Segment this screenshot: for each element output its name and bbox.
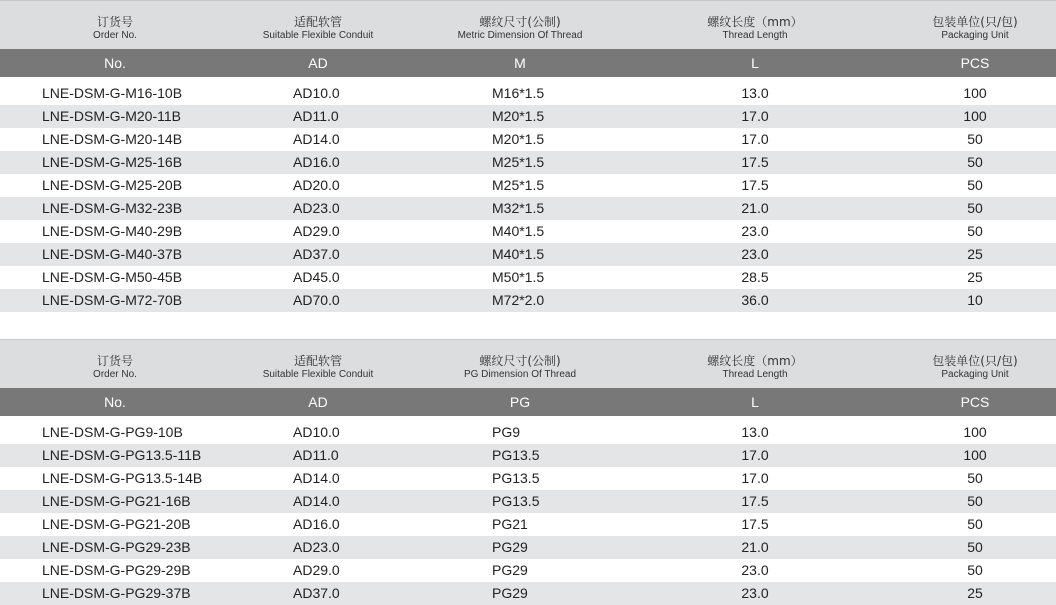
- column-code-order-no: No.: [104, 394, 126, 410]
- header-label-cn: 订货号: [96, 354, 133, 368]
- cell-thread-dimension: PG9: [492, 424, 521, 440]
- header-label-en: Order No.: [93, 30, 137, 41]
- table-row: [0, 559, 1056, 582]
- column-code-thread-length: L: [751, 55, 759, 71]
- table-row: [0, 490, 1056, 513]
- header-packaging-unit: [865, 1, 1056, 49]
- cell-packaging-unit: 50: [967, 223, 983, 239]
- header-thread-length: [645, 340, 865, 388]
- cell-packaging-unit: 100: [963, 447, 987, 463]
- cell-thread-length: 23.0: [741, 562, 769, 578]
- cell-order-no: LNE-DSM-G-M25-16B: [42, 154, 183, 170]
- table-row: [0, 151, 1056, 174]
- header-label-cn: 螺纹尺寸(公制): [479, 15, 561, 29]
- cell-order-no: LNE-DSM-G-PG21-16B: [42, 493, 191, 509]
- cell-thread-dimension: M40*1.5: [492, 246, 545, 262]
- cell-packaging-unit: 50: [967, 562, 983, 578]
- table-row: [0, 467, 1056, 490]
- cell-thread-length: 23.0: [741, 246, 769, 262]
- table-header: [0, 339, 1056, 388]
- cell-thread-length: 17.0: [741, 470, 769, 486]
- column-code-bar: [0, 49, 1056, 77]
- cell-thread-dimension: PG29: [492, 562, 528, 578]
- cell-packaging-unit: 100: [963, 85, 987, 101]
- column-code-bar: [0, 388, 1056, 416]
- cell-thread-dimension: M25*1.5: [492, 177, 545, 193]
- cell-thread-length: 17.5: [741, 493, 769, 509]
- cell-thread-length: 21.0: [741, 200, 769, 216]
- header-label-en: Packaging Unit: [941, 369, 1009, 380]
- cell-packaging-unit: 50: [967, 200, 983, 216]
- table-row: [0, 128, 1056, 151]
- cell-thread-dimension: PG29: [492, 539, 528, 555]
- cell-thread-dimension: M20*1.5: [492, 108, 545, 124]
- cell-order-no: LNE-DSM-G-M40-37B: [42, 246, 183, 262]
- cell-order-no: LNE-DSM-G-M50-45B: [42, 269, 183, 285]
- header-label-cn: 螺纹尺寸(公制): [479, 354, 561, 368]
- cell-thread-length: 17.0: [741, 131, 769, 147]
- cell-conduit: AD23.0: [293, 200, 340, 216]
- header-label-en: Thread Length: [722, 30, 788, 41]
- cell-thread-length: 23.0: [741, 585, 769, 601]
- cell-conduit: AD11.0: [293, 108, 339, 124]
- cell-packaging-unit: 50: [967, 154, 983, 170]
- table-row: [0, 536, 1056, 559]
- cell-thread-dimension: M40*1.5: [492, 223, 545, 239]
- cell-packaging-unit: 100: [963, 108, 987, 124]
- cell-thread-length: 17.5: [741, 177, 769, 193]
- header-label-en: Packaging Unit: [941, 30, 1009, 41]
- cell-order-no: LNE-DSM-G-PG13.5-11B: [42, 447, 202, 463]
- cell-packaging-unit: 50: [967, 470, 983, 486]
- cell-order-no: LNE-DSM-G-PG13.5-14B: [42, 470, 203, 486]
- column-code-thread-dimension: PG: [509, 394, 531, 410]
- cell-conduit: AD70.0: [293, 292, 340, 308]
- cell-conduit: AD14.0: [293, 493, 340, 509]
- cell-thread-length: 17.5: [741, 516, 769, 532]
- cell-conduit: AD23.0: [293, 539, 340, 555]
- column-code-packaging-unit: PCS: [960, 55, 990, 71]
- header-thread-dimension: [410, 1, 630, 49]
- cell-conduit: AD29.0: [293, 562, 340, 578]
- cell-thread-length: 36.0: [741, 292, 769, 308]
- header-label-cn: 螺纹长度（mm）: [707, 354, 803, 368]
- header-label-cn: 包装单位(只/包): [932, 354, 1018, 368]
- cell-packaging-unit: 50: [967, 516, 983, 532]
- header-label-cn: 包装单位(只/包): [932, 15, 1018, 29]
- cell-thread-length: 17.0: [741, 447, 769, 463]
- cell-thread-dimension: M20*1.5: [492, 131, 545, 147]
- cell-order-no: LNE-DSM-G-M25-20B: [42, 177, 183, 193]
- table-row: [0, 243, 1056, 266]
- table-body: [0, 416, 1056, 605]
- header-label-en: Metric Dimension Of Thread: [457, 30, 583, 41]
- column-code-packaging-unit: PCS: [960, 394, 990, 410]
- cell-thread-dimension: PG21: [492, 516, 528, 532]
- table-row: [0, 174, 1056, 197]
- column-code-conduit: AD: [308, 394, 328, 410]
- cell-order-no: LNE-DSM-G-M72-70B: [42, 292, 183, 308]
- cell-order-no: LNE-DSM-G-PG29-23B: [42, 539, 191, 555]
- cell-thread-dimension: M72*2.0: [492, 292, 545, 308]
- header-conduit: [208, 340, 428, 388]
- cell-packaging-unit: 25: [967, 269, 983, 285]
- cell-packaging-unit: 50: [967, 131, 983, 147]
- cell-conduit: AD16.0: [293, 516, 340, 532]
- table-row: [0, 197, 1056, 220]
- cell-thread-dimension: M32*1.5: [492, 200, 545, 216]
- cell-conduit: AD29.0: [293, 223, 340, 239]
- column-code-thread-length: L: [751, 394, 759, 410]
- cell-order-no: LNE-DSM-G-PG21-20B: [42, 516, 191, 532]
- cell-order-no: LNE-DSM-G-M32-23B: [42, 200, 183, 216]
- cell-thread-length: 23.0: [741, 223, 769, 239]
- cell-conduit: AD20.0: [293, 177, 340, 193]
- table-body: [0, 77, 1056, 312]
- cell-order-no: LNE-DSM-G-M16-10B: [42, 85, 183, 101]
- header-label-cn: 订货号: [96, 15, 133, 29]
- header-order-no: [5, 340, 225, 388]
- cell-packaging-unit: 25: [967, 246, 983, 262]
- cell-conduit: AD11.0: [293, 447, 339, 463]
- cell-thread-length: 13.0: [741, 85, 769, 101]
- cell-thread-dimension: M25*1.5: [492, 154, 545, 170]
- header-label-en: Suitable Flexible Conduit: [262, 369, 374, 380]
- cell-thread-dimension: M50*1.5: [492, 269, 545, 285]
- cell-order-no: LNE-DSM-G-M40-29B: [42, 223, 183, 239]
- cell-order-no: LNE-DSM-G-M20-11B: [42, 108, 181, 124]
- cell-order-no: LNE-DSM-G-M20-14B: [42, 131, 183, 147]
- table-header: [0, 0, 1056, 49]
- header-packaging-unit: [865, 340, 1056, 388]
- cell-conduit: AD10.0: [293, 85, 340, 101]
- table-row: [0, 421, 1056, 444]
- cell-conduit: AD37.0: [293, 585, 340, 601]
- header-label-en: Thread Length: [722, 369, 788, 380]
- cell-conduit: AD16.0: [293, 154, 340, 170]
- cell-thread-dimension: PG29: [492, 585, 528, 601]
- cell-order-no: LNE-DSM-G-PG29-29B: [42, 562, 191, 578]
- cell-conduit: AD10.0: [293, 424, 340, 440]
- cell-order-no: LNE-DSM-G-PG29-37B: [42, 585, 191, 601]
- table-row: [0, 220, 1056, 243]
- table-row: [0, 266, 1056, 289]
- table-row: [0, 82, 1056, 105]
- table-row: [0, 582, 1056, 605]
- cell-thread-dimension: M16*1.5: [492, 85, 545, 101]
- column-code-order-no: No.: [104, 55, 126, 71]
- cell-packaging-unit: 50: [967, 177, 983, 193]
- cell-packaging-unit: 10: [967, 292, 983, 308]
- cell-packaging-unit: 25: [967, 585, 983, 601]
- header-label-en: Order No.: [93, 369, 137, 380]
- header-label-cn: 适配软管: [293, 15, 342, 29]
- cell-thread-length: 21.0: [741, 539, 769, 555]
- header-order-no: [5, 1, 225, 49]
- cell-conduit: AD45.0: [293, 269, 340, 285]
- cell-conduit: AD14.0: [293, 470, 340, 486]
- column-code-conduit: AD: [308, 55, 328, 71]
- cell-thread-length: 17.0: [741, 108, 769, 124]
- cell-order-no: LNE-DSM-G-PG9-10B: [42, 424, 183, 440]
- table-row: [0, 444, 1056, 467]
- cell-conduit: AD37.0: [293, 246, 340, 262]
- header-label-cn: 适配软管: [293, 354, 342, 368]
- cell-thread-dimension: PG13.5: [492, 447, 540, 463]
- cell-thread-dimension: PG13.5: [492, 470, 540, 486]
- cell-packaging-unit: 50: [967, 493, 983, 509]
- header-thread-dimension: [410, 340, 630, 388]
- header-thread-length: [645, 1, 865, 49]
- cell-packaging-unit: 100: [963, 424, 987, 440]
- header-label-en: Suitable Flexible Conduit: [262, 30, 374, 41]
- cell-thread-length: 13.0: [741, 424, 769, 440]
- header-label-en: PG Dimension Of Thread: [463, 369, 577, 380]
- table-row: [0, 289, 1056, 312]
- cell-thread-length: 28.5: [741, 269, 769, 285]
- table-row: [0, 105, 1056, 128]
- cell-thread-dimension: PG13.5: [492, 493, 540, 509]
- cell-thread-length: 17.5: [741, 154, 769, 170]
- cell-packaging-unit: 50: [967, 539, 983, 555]
- table-row: [0, 513, 1056, 536]
- header-label-cn: 螺纹长度（mm）: [707, 15, 803, 29]
- header-conduit: [208, 1, 428, 49]
- cell-conduit: AD14.0: [293, 131, 340, 147]
- spec-table-2: [0, 339, 1056, 605]
- column-code-thread-dimension: M: [514, 55, 526, 71]
